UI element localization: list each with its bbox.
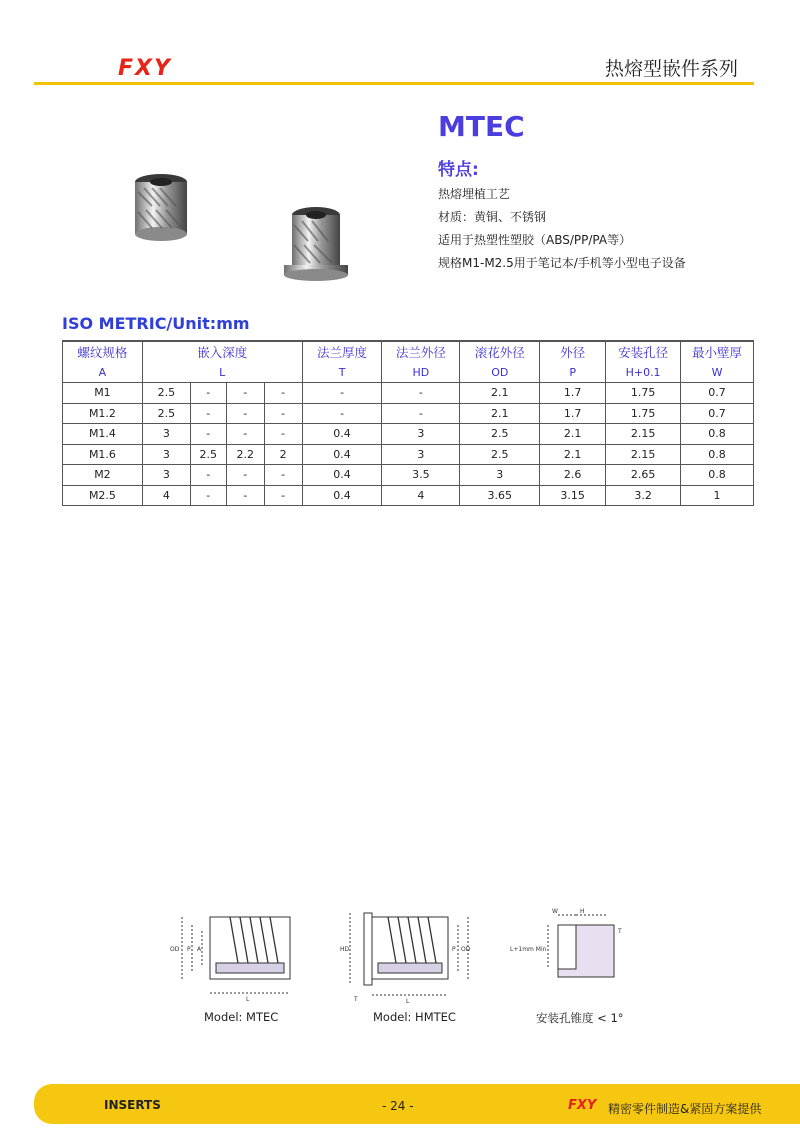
drawing-label: T [354,996,358,1003]
table-cell: 3 [142,444,190,465]
col-header-hole-diameter: 安装孔径 [606,341,681,362]
table-cell: 2.5 [190,444,226,465]
col-header-outer-diameter: 外径 [540,341,606,362]
product-code: MTEC [438,110,525,143]
table-cell: 3 [382,444,460,465]
drawing-label: P [452,946,456,953]
document-title: 热熔型嵌件系列 [604,58,738,80]
col-symbol: W [681,362,754,383]
features-list [438,183,686,275]
features-heading: 特点: [438,160,479,180]
table-row [63,383,754,404]
table-row [63,424,754,445]
col-header-thread: 螺纹规格 [63,341,143,362]
table-cell: - [382,383,460,404]
col-symbol: P [540,362,606,383]
table-cell: 3 [460,465,540,486]
table-row [63,444,754,465]
table-cell: 0.4 [302,465,382,486]
table-cell: 3.65 [460,485,540,506]
table-cell: 0.7 [681,383,754,404]
col-symbol: HD [382,362,460,383]
brand-logo: FXY [118,56,172,81]
table-cell: 4 [142,485,190,506]
caption-mtec: Model: MTEC [204,1010,279,1024]
col-symbol: A [63,362,143,383]
table-cell: 3.2 [606,485,681,506]
table-cell: 0.8 [681,465,754,486]
table-cell: - [190,485,226,506]
table-cell: 3 [142,465,190,486]
table-cell: - [226,485,264,506]
table-cell: 2 [264,444,302,465]
table-cell: 0.4 [302,444,382,465]
drawing-label: L+1mm Min [510,946,547,953]
spec-subheader-row [63,362,754,383]
table-cell: - [190,403,226,424]
table-cell: 2.5 [142,383,190,404]
col-header-min-wall: 最小壁厚 [681,341,754,362]
table-cell: - [264,424,302,445]
table-cell: - [190,424,226,445]
table-cell: 4 [382,485,460,506]
technical-drawings [160,905,640,1005]
table-cell: M2.5 [63,485,143,506]
col-header-knurl-diameter: 滚花外径 [460,341,540,362]
table-cell: - [190,383,226,404]
table-cell: 2.5 [460,444,540,465]
table-cell: M2 [63,465,143,486]
table-cell: 1.7 [540,383,606,404]
table-cell: 1.75 [606,383,681,404]
table-cell: 0.8 [681,424,754,445]
table-cell: 3 [142,424,190,445]
table-cell: 2.1 [540,424,606,445]
caption-hmtec: Model: HMTEC [373,1010,456,1024]
table-cell: - [190,465,226,486]
footer-logo: FXY [568,1098,597,1113]
col-header-embed-depth: 嵌入深度 [142,341,302,362]
spec-header-row [63,341,754,362]
table-cell: - [226,465,264,486]
col-symbol: H+0.1 [606,362,681,383]
table-row [63,485,754,506]
table-cell: 2.1 [460,403,540,424]
table-cell: 3 [382,424,460,445]
footer-section-label: INSERTS [104,1098,161,1112]
col-symbol: T [302,362,382,383]
table-cell: - [264,403,302,424]
drawing-label: H [580,908,585,915]
table-cell: 2.5 [460,424,540,445]
drawing-label: A [197,946,202,953]
mounting-hole-drawing [548,915,614,977]
drawing-label: P [187,946,191,953]
table-cell: M1.2 [63,403,143,424]
table-cell: 0.4 [302,485,382,506]
insert-photo-flanged [280,205,352,283]
col-symbol: OD [460,362,540,383]
drawing-label: HD [340,946,350,953]
table-cell: 1 [681,485,754,506]
col-symbol: L [142,362,302,383]
spec-table [62,340,754,506]
table-cell: 2.1 [460,383,540,404]
table-cell: 0.8 [681,444,754,465]
table-cell: - [264,383,302,404]
footer-tagline: 精密零件制造&紧固方案提供 [608,1102,762,1116]
table-cell: 0.7 [681,403,754,424]
feature-item: 适用于热塑性塑胶（ABS/PP/PA等） [438,233,632,247]
table-cell: 2.65 [606,465,681,486]
table-cell: 2.5 [142,403,190,424]
page-number: - 24 - [382,1099,414,1113]
col-header-flange-diameter: 法兰外径 [382,341,460,362]
col-header-flange-thickness: 法兰厚度 [302,341,382,362]
caption-hole-taper: 安装孔锥度 < 1° [536,1011,624,1025]
table-cell: - [264,465,302,486]
table-cell: - [302,383,382,404]
drawing-label: W [552,908,558,915]
table-cell: M1.4 [63,424,143,445]
table-cell: 3.5 [382,465,460,486]
table-row [63,465,754,486]
header-rule [34,82,754,85]
table-cell: - [226,383,264,404]
table-cell: 3.15 [540,485,606,506]
table-cell: 2.6 [540,465,606,486]
table-cell: - [382,403,460,424]
mtec-drawing [182,917,290,993]
table-cell: - [226,403,264,424]
table-cell: 0.4 [302,424,382,445]
table-cell: - [226,424,264,445]
table-cell: M1.6 [63,444,143,465]
drawing-label: T [618,928,622,935]
hmtec-drawing [350,913,468,995]
table-cell: - [302,403,382,424]
feature-item: 热熔埋植工艺 [438,187,511,201]
drawing-label: OD [461,946,471,953]
table-row [63,403,754,424]
insert-photo-small [130,172,192,244]
spec-section-title: ISO METRIC/Unit:mm [62,314,250,333]
table-cell: 2.2 [226,444,264,465]
table-cell: 1.7 [540,403,606,424]
drawing-label: L [246,996,250,1003]
drawing-label: L [406,998,410,1005]
table-cell: 2.15 [606,424,681,445]
drawing-label: OD [170,946,180,953]
table-cell: 2.1 [540,444,606,465]
table-cell: M1 [63,383,143,404]
table-cell: 2.15 [606,444,681,465]
feature-item: 材质：黄铜、不锈钢 [438,210,547,224]
feature-item: 规格M1-M2.5用于笔记本/手机等小型电子设备 [438,256,686,270]
table-cell: - [264,485,302,506]
table-cell: 1.75 [606,403,681,424]
